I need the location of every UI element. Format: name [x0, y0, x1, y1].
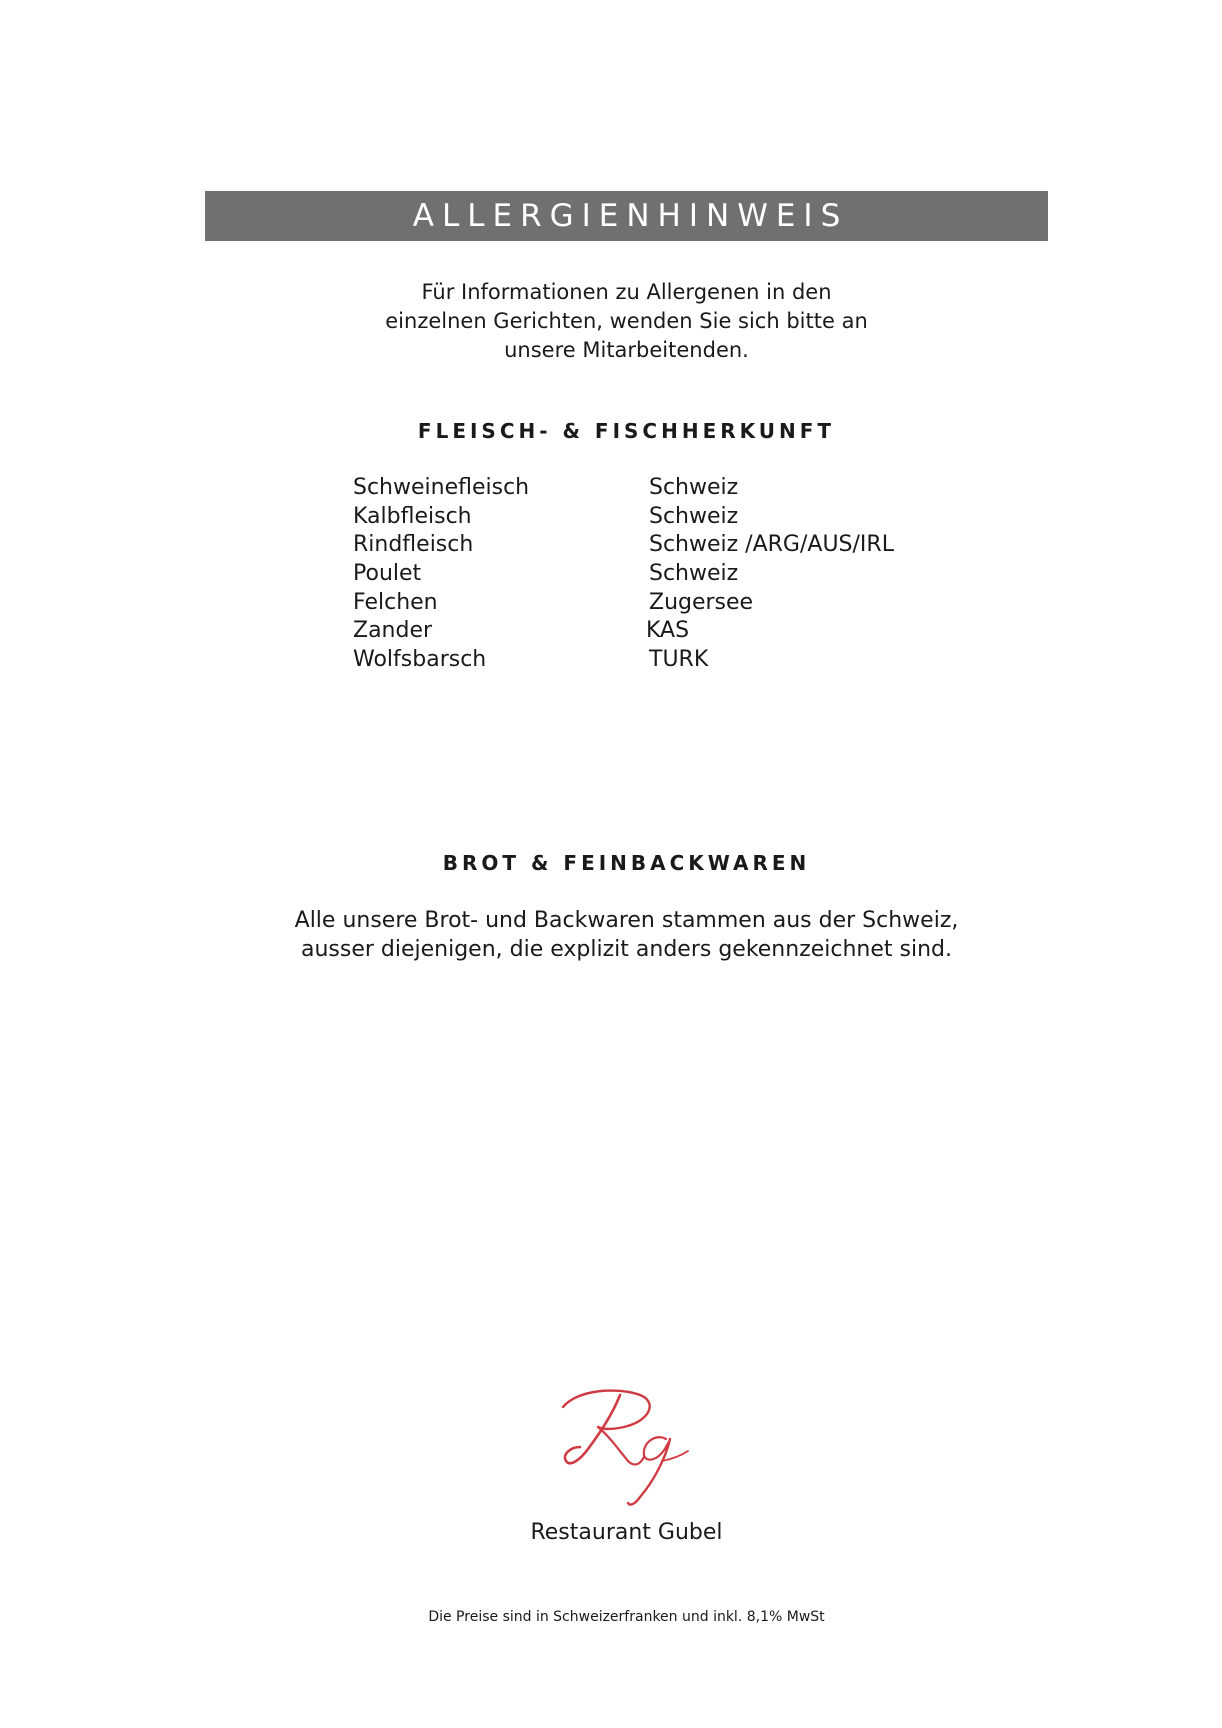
title-banner [205, 191, 1048, 241]
allergen-intro [0, 278, 1222, 365]
origin-heading: FLEISCH- & FISCHHERKUNFT [417, 419, 836, 443]
origin-table [353, 474, 894, 675]
intro-line: Für Informationen zu Allergenen in den [421, 280, 832, 304]
meat-name: Zander [353, 618, 433, 644]
bread-line: ausser diejenigen, die explizit anders gekennzeichnet sind. [300, 937, 953, 962]
intro-line: unsere Mitarbeitenden. [504, 338, 749, 362]
meat-origin: Schweiz [649, 475, 739, 500]
logo-stroke [644, 1437, 670, 1459]
meat-name: Kalbfleisch [353, 503, 472, 529]
origin-row [353, 617, 894, 646]
meat-name: Wolfsbarsch [353, 647, 487, 673]
meat-origin: Schweiz [649, 561, 739, 587]
origin-row [353, 589, 894, 618]
meat-name: Rindfleisch [353, 532, 474, 558]
logo-monogram-rg [563, 1391, 688, 1505]
bread-heading: BROT & FEINBACKWAREN [442, 851, 811, 875]
origin-row [353, 474, 894, 503]
restaurant-logo [558, 1385, 694, 1510]
intro-line: einzelnen Gerichten, wenden Sie sich bitte an [385, 309, 868, 333]
meat-name: Poulet [353, 561, 422, 587]
origin-row [353, 503, 894, 532]
restaurant-name: Restaurant Gubel [530, 1520, 723, 1545]
meat-origin: Zugersee [649, 589, 754, 615]
bread-description [0, 906, 1222, 964]
meat-origin: TURK [649, 647, 709, 673]
meat-origin: KAS [646, 618, 690, 644]
bread-line: Alle unsere Brot- und Backwaren stammen aus der Schweiz, [294, 908, 959, 933]
meat-name: Schweinefleisch [353, 475, 530, 500]
meat-name: Felchen [353, 589, 438, 615]
origin-row [353, 560, 894, 589]
page-title: ALLERGIENHINWEIS [412, 198, 849, 234]
meat-origin: Schweiz /ARG/AUS/IRL [649, 532, 894, 558]
logo-stroke [598, 1427, 644, 1464]
meat-origin: Schweiz [649, 503, 739, 529]
origin-row [353, 646, 894, 675]
origin-row [353, 531, 894, 560]
price-note: Die Preise sind in Schweizerfranken und inkl. 8,1% MwSt [428, 1609, 825, 1625]
